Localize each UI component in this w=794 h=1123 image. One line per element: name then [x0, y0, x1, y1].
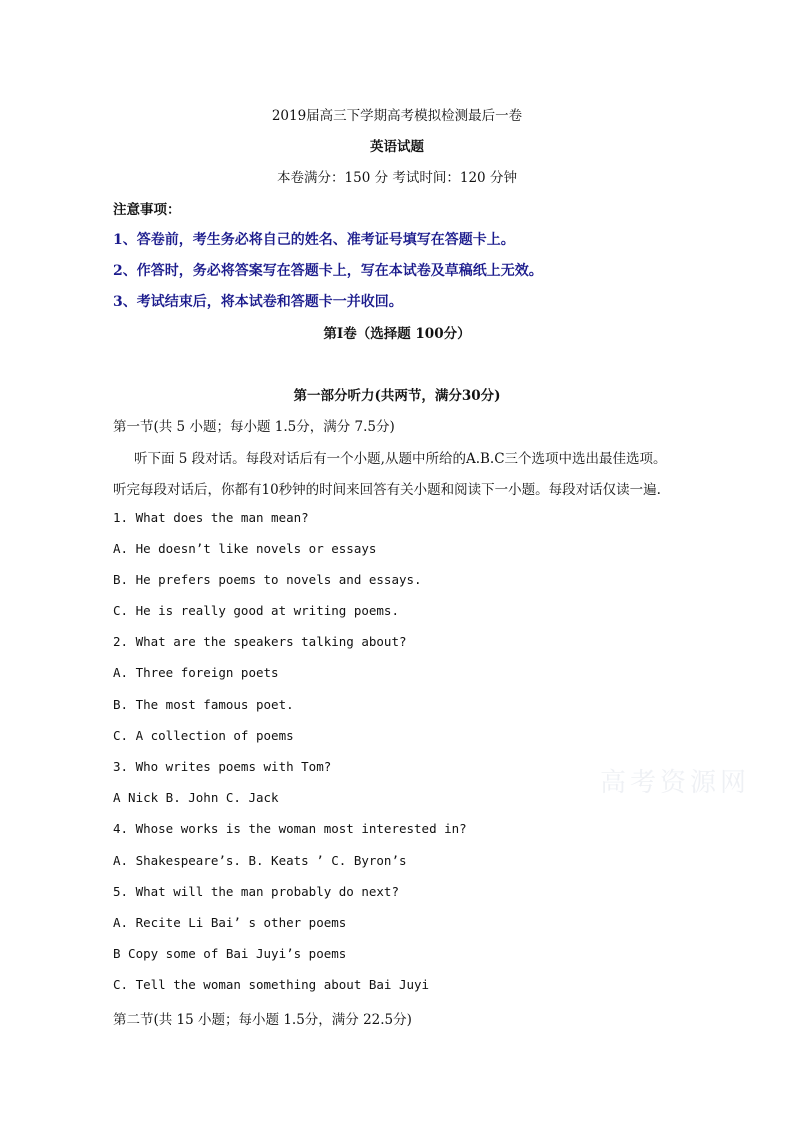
subject-title: 英语试题 [370, 139, 424, 155]
q4-options: A. Shakespeare’s. B. Keats ’ C. Byron’s [113, 853, 407, 868]
question-4: 4. Whose works is the woman most interested in? [113, 821, 467, 836]
q2-option-b: B. The most famous poet. [113, 697, 294, 712]
volume-title: 第Ⅰ卷（选择题 100分） [323, 326, 471, 342]
q5-option-b: B Copy some of Bai Juyi’s poems [113, 946, 347, 961]
note-item-3: 3、考试结束后，将本试卷和答题卡一并收回。 [113, 294, 403, 310]
note-item-1: 1、答卷前，考生务必将自己的姓名、准考证号填写在答题卡上。 [113, 232, 515, 248]
instructions-line-1: 听下面 5 段对话。每段对话后有一个小题,从题中所给的A.B.C三个选项中选出最佳选项。 [134, 451, 667, 467]
question-2: 2. What are the speakers talking about? [113, 634, 407, 649]
instructions-line-2: 听完每段对话后，你都有10秒钟的时间来回答有关小题和阅读下一小题。每段对话仅读一遍. [113, 482, 661, 498]
section1-heading: 第一节(共 5 小题；每小题 1.5分，满分 7.5分) [113, 419, 395, 435]
notes-heading: 注意事项： [113, 202, 181, 218]
q5-option-c: C. Tell the woman something about Bai Juyi [113, 977, 430, 992]
exam-meta: 本卷满分：150 分 考试时间：120 分钟 [277, 170, 517, 186]
q2-option-c: C. A collection of poems [113, 728, 294, 743]
q2-option-a: A. Three foreign poets [113, 665, 279, 680]
q1-option-a: A. He doesn’t like novels or essays [113, 541, 377, 556]
part1-title: 第一部分听力(共两节，满分30分) [293, 388, 501, 404]
section2-heading: 第二节(共 15 小题；每小题 1.5分，满分 22.5分) [113, 1012, 412, 1028]
q3-options: A Nick B. John C. Jack [113, 790, 279, 805]
q1-option-c: C. He is really good at writing poems. [113, 603, 399, 618]
question-5: 5. What will the man probably do next? [113, 884, 399, 899]
q5-option-a: A. Recite Li Bai’ s other poems [113, 915, 347, 930]
note-item-2: 2、作答时，务必将答案写在答题卡上，写在本试卷及草稿纸上无效。 [113, 263, 543, 279]
q1-option-b: B. He prefers poems to novels and essays. [113, 572, 422, 587]
question-1: 1. What does the man mean? [113, 510, 309, 525]
exam-title: 2019届高三下学期高考模拟检测最后一卷 [271, 108, 523, 124]
question-3: 3. Who writes poems with Tom? [113, 759, 332, 774]
watermark: 高考资源网 [600, 768, 751, 798]
